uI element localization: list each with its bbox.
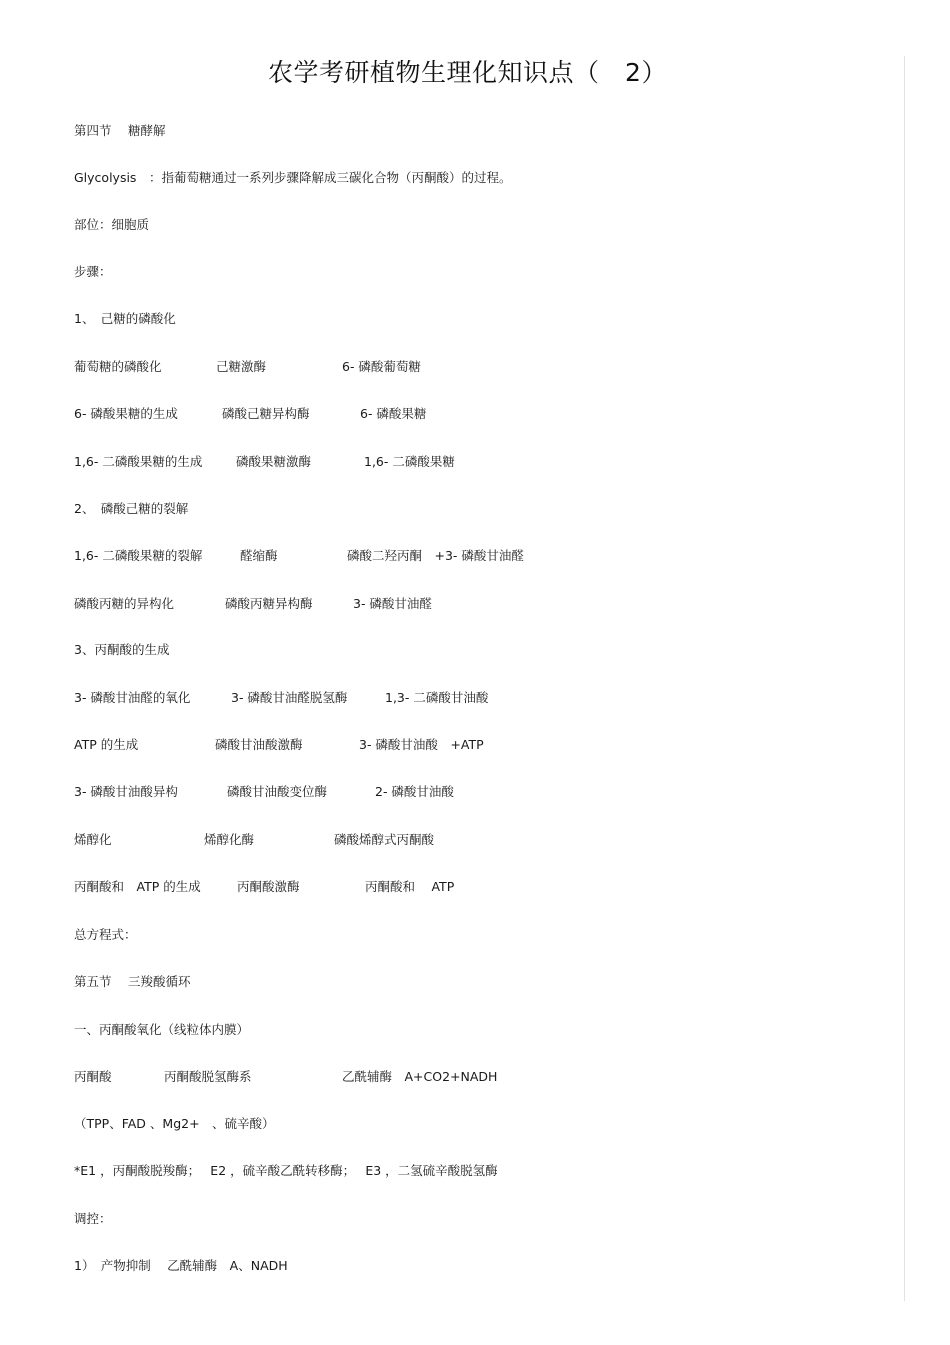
text-segment: 丙酮酸 xyxy=(74,1069,112,1084)
text-segment: 3- 磷酸甘油醛 xyxy=(353,596,432,611)
text-segment: 3- 磷酸甘油醛脱氢酶 xyxy=(231,690,348,705)
text-segment: 烯醇化酶 xyxy=(204,832,255,847)
text-segment: 3- 磷酸甘油醛的氧化 xyxy=(74,690,191,705)
text-segment: 1,6- 二磷酸果糖的裂解 xyxy=(74,548,203,563)
text-segment: 磷酸甘油酸激酶 xyxy=(215,737,303,752)
text-segment: 2、 磷酸己糖的裂解 xyxy=(74,501,189,516)
text-segment: 葡萄糖的磷酸化 xyxy=(74,359,162,374)
text-segment: 一、丙酮酸氧化（线粒体内膜） xyxy=(74,1022,250,1037)
text-segment: 1,3- 二磷酸甘油酸 xyxy=(385,690,489,705)
text-segment: 总方程式： xyxy=(74,927,137,942)
text-segment: 磷酸丙糖的异构化 xyxy=(74,596,175,611)
text-segment: 步骤： xyxy=(74,264,112,279)
text-segment: 乙酰辅酶 A+CO2+NADH xyxy=(342,1069,498,1084)
text-segment: Glycolysis ：指葡萄糖通过一系列步骤降解成三碳化合物（丙酮酸）的过程。 xyxy=(74,170,512,185)
text-segment: *E1 ，丙酮酸脱羧酶； E2 ，硫辛酸乙酰转移酶； E3 ，二氢硫辛酸脱氢酶 xyxy=(74,1163,498,1178)
text-segment: 6- 磷酸果糖 xyxy=(360,406,427,421)
text-segment: 磷酸甘油酸变位酶 xyxy=(227,784,328,799)
text-segment: 部位：细胞质 xyxy=(74,217,150,232)
text-segment: 丙酮酸和 ATP xyxy=(365,879,455,894)
text-segment: 6- 磷酸葡萄糖 xyxy=(342,359,421,374)
text-segment: 6- 磷酸果糖的生成 xyxy=(74,406,178,421)
text-segment: 丙酮酸和 ATP 的生成 xyxy=(74,879,201,894)
text-segment: 烯醇化 xyxy=(74,832,112,847)
text-segment: 磷酸烯醇式丙酮酸 xyxy=(334,832,435,847)
text-segment: 2- 磷酸甘油酸 xyxy=(375,784,454,799)
text-segment: 调控： xyxy=(74,1211,112,1226)
text-segment: 1,6- 二磷酸果糖 xyxy=(364,454,455,469)
text-segment: 第五节 三羧酸循环 xyxy=(74,974,191,989)
text-segment: 1） 产物抑制 乙酰辅酶 A、NADH xyxy=(74,1258,288,1273)
text-segment: 磷酸二羟丙酮 +3- 磷酸甘油醛 xyxy=(347,548,524,563)
text-segment: 3、丙酮酸的生成 xyxy=(74,642,170,657)
text-segment: 磷酸己糖异构酶 xyxy=(222,406,310,421)
text-segment: 丙酮酸脱氢酶系 xyxy=(164,1069,252,1084)
text-segment: 3- 磷酸甘油酸异构 xyxy=(74,784,178,799)
text-segment: 醛缩酶 xyxy=(240,548,278,563)
text-segment: （TPP、FAD 、Mg2+ 、硫辛酸） xyxy=(74,1116,275,1131)
text-segment: ATP 的生成 xyxy=(74,737,139,752)
text-segment: 丙酮酸激酶 xyxy=(237,879,300,894)
page-border xyxy=(904,56,905,1301)
document-title: 农学考研植物生理化知识点（ 2） xyxy=(268,58,667,87)
text-segment: 磷酸丙糖异构酶 xyxy=(225,596,313,611)
text-segment: 1、 己糖的磷酸化 xyxy=(74,311,176,326)
text-segment: 磷酸果糖激酶 xyxy=(236,454,312,469)
text-segment: 1,6- 二磷酸果糖的生成 xyxy=(74,454,203,469)
text-segment: 3- 磷酸甘油酸 +ATP xyxy=(359,737,484,752)
text-segment: 第四节 糖酵解 xyxy=(74,123,166,138)
text-segment: 己糖激酶 xyxy=(216,359,267,374)
